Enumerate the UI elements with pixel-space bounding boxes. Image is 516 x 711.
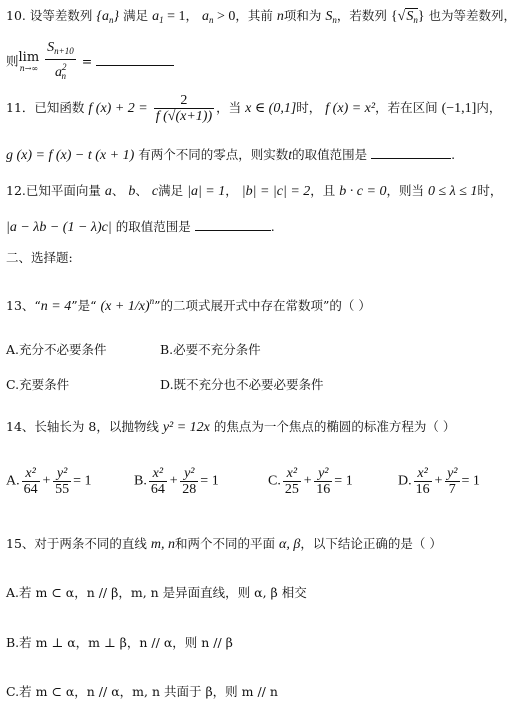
q12-abs-a: |a| = 1: [187, 184, 226, 199]
q15-option-b[interactable]: B.若 m ⊥ α，m ⊥ β，n // α，则 n // β: [6, 635, 233, 650]
q10-line-1: [6, 8, 516, 28]
q12-line-2: [6, 218, 502, 236]
q10-text: ，若数列: [336, 8, 387, 23]
q12-dot: b · c = 0: [339, 184, 387, 199]
q13-option-d[interactable]: D.既不充分也不必要必要条件: [160, 377, 324, 392]
q14-option-b[interactable]: B. $\frac{\text{x²}}{64}$ + $\frac{\text{y²}}{28}$ = 1: [134, 466, 219, 497]
q11-fraction: $\frac{2}{f (√(x+1))}$: [155, 93, 213, 124]
q13-number: 13、: [6, 298, 35, 313]
q13-question: [6, 284, 502, 324]
q11-text: 有两个不同的零点，则实数: [138, 147, 289, 162]
q11-text: 时，: [296, 100, 322, 115]
q11-text: 已知函数: [34, 100, 85, 115]
q14-option-label: C.: [268, 473, 281, 489]
q12-text: ，且: [310, 183, 336, 198]
q11-text: 的取值范围是: [292, 147, 368, 162]
q15-text: 对于两条不同的直线: [34, 536, 147, 551]
q15-lines: m, n: [150, 537, 176, 552]
q10-text: 则: [6, 53, 19, 69]
q11-text: ，若在区间: [375, 100, 438, 115]
q14-text: 长轴长为 8，以抛物线: [34, 419, 159, 434]
q14-question: [6, 419, 502, 436]
q12-text: 、: [111, 183, 125, 198]
q13-binomial: $(x + 1/x)^n$: [100, 296, 155, 314]
q10-equals: =: [81, 53, 93, 69]
q14-option-label: A.: [6, 473, 20, 489]
q11-fx: f (x) = x²: [325, 101, 376, 116]
q15-question: [6, 536, 502, 553]
q15-number: 15、: [6, 536, 35, 551]
q12-expression: |a − λb − (1 − λ)c|: [6, 220, 112, 235]
q10-line-2: [6, 40, 502, 84]
q11-text: ，当: [216, 100, 242, 115]
q11-number: 11．: [6, 100, 35, 115]
q11-t: t: [288, 148, 293, 163]
q13-n4: n = 4: [40, 299, 72, 314]
q12-text: 已知平面向量: [25, 183, 101, 198]
q12-answer-blank[interactable]: [195, 218, 271, 231]
q11-line-1: [6, 88, 502, 129]
q12-text: ，则当: [386, 183, 424, 198]
q11-interval: (−1,1]: [441, 101, 477, 116]
q14-option-a[interactable]: A. $\frac{\text{x²}}{64}$ + $\frac{\text{y²}}{55}$ = 1: [6, 466, 92, 497]
q13-text: ”的二项式展开式中存在常数项”的（ ）: [154, 298, 371, 313]
q13-quote: “: [34, 298, 41, 313]
q11-line-2: [6, 146, 502, 164]
q12-text: 的取值范围是: [115, 219, 191, 234]
q13-option-a[interactable]: A.充分不必要条件: [6, 342, 107, 357]
q15-text: ，以下结论正确的是（ ）: [300, 536, 442, 551]
q10-a1: $a_1 = 1$: [152, 9, 186, 25]
q12-text: 满足: [158, 183, 184, 198]
q13-text: ”是“: [71, 298, 97, 313]
q15-planes: α, β: [279, 537, 301, 552]
q14-option-d[interactable]: D. $\frac{\text{x²}}{16}$ + $\frac{\text{y²}}{7}$ = 1: [398, 466, 480, 497]
q10-seq-an: $\{a_n\}$: [96, 9, 120, 25]
q10-sn: $S_n$: [325, 9, 337, 25]
q11-end: .: [451, 147, 456, 162]
q12-line-1: [6, 183, 502, 200]
q10-fraction: $\frac{S_{n+10}}{a^2_n}$: [47, 40, 74, 81]
q11-answer-blank[interactable]: [371, 146, 451, 159]
q14-number: 14、: [6, 419, 35, 434]
q14-text: 的焦点为一个焦点的椭圆的标准方程为（ ）: [213, 419, 456, 434]
q10-text: 满足: [123, 8, 149, 23]
q12-vec-c: c: [151, 184, 159, 199]
q11-text: 内，: [476, 100, 502, 115]
q13-option-b[interactable]: B.必要不充分条件: [160, 342, 261, 357]
q15-option-c[interactable]: C.若 m ⊂ α，n // α，m, n 共面于 β，则 m // n: [6, 684, 278, 699]
q12-abs-bc: |b| = |c| = 2: [241, 184, 311, 199]
q12-vec-a: a: [104, 184, 112, 199]
section-heading: 二、选择题:: [6, 250, 73, 265]
q11-g-func: g (x) = f (x) − t (x + 1): [6, 148, 135, 163]
q10-sqrt-seq: $\{√S_n\}$: [390, 9, 425, 25]
q13-option-c[interactable]: C.充要条件: [6, 377, 70, 392]
q10-text: ，: [185, 8, 198, 23]
q15-option-a[interactable]: A.若 m ⊂ α，n // β，m, n 是异面直线，则 α, β 相交: [6, 585, 307, 600]
q15-text: 和两个不同的平面: [175, 536, 276, 551]
q14-option-c[interactable]: C. $\frac{\text{x²}}{25}$ + $\frac{\text{y²}}{16}$ = 1: [268, 466, 353, 497]
q12-lambda-range: 0 ≤ λ ≤ 1: [427, 184, 478, 199]
q10-text: 也为等差数列，: [428, 8, 516, 23]
q10-limit: lim n→∞: [18, 50, 40, 73]
q10-n: n: [276, 9, 284, 24]
q12-text: 、: [135, 183, 148, 198]
q10-answer-blank[interactable]: [96, 53, 174, 66]
q11-func-def: f (x) + 2 =: [88, 101, 148, 116]
q10-text: ，其前: [235, 8, 273, 23]
q14-option-label: D.: [398, 473, 412, 489]
q10-text: 设等差数列: [29, 8, 93, 23]
q10-number: 10.: [6, 8, 26, 23]
q12-number: 12.: [6, 183, 26, 198]
q12-end: .: [270, 219, 275, 234]
q12-vec-b: b: [128, 184, 136, 199]
q14-option-label: B.: [134, 473, 147, 489]
q12-text: ，: [225, 183, 238, 198]
q12-text: 时，: [477, 183, 503, 198]
q10-an-positive: $a_n > 0$: [201, 9, 236, 25]
q10-text: 项和为: [283, 8, 322, 23]
q14-parabola: y² = 12x: [162, 420, 210, 435]
q11-domain: x ∈ (0,1]: [245, 101, 297, 116]
